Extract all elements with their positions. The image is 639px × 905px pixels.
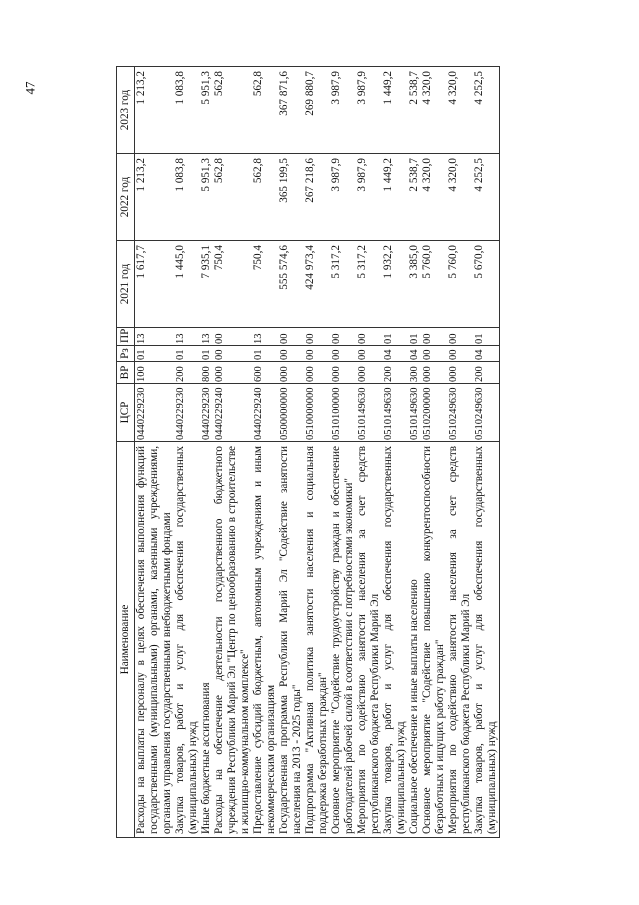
row-vr: 200 <box>382 362 408 384</box>
row-name: Подпрограмма "Активная политика занятости населения и социальная поддержка безработных граждан" <box>304 442 330 838</box>
row-2022: 4 320,0 <box>421 154 447 241</box>
row-pr: 13 <box>252 328 278 346</box>
row-rz: 01 <box>174 346 200 362</box>
row-csr: 0510249630 <box>447 384 473 442</box>
row-name: Предоставление субсидий бюджетным, автономным учреждениям и иным некоммерческим организациям <box>252 442 278 838</box>
row-rz: 00 <box>421 346 447 362</box>
row-2022: 2 538,7 <box>408 154 421 241</box>
row-name: Основное мероприятие "Содействие повышению конкурентоспособности безработных и ищущих работу граждан" <box>421 442 447 838</box>
row-name: Основное мероприятие "Содействие трудоустройству граждан и обеспечение работодателей рабочей силой в соответствии с потребностями экономики" <box>330 442 356 838</box>
header-pr: ПР <box>117 328 135 346</box>
row-2021: 424 973,4 <box>304 241 330 328</box>
row-vr: 800 <box>200 362 213 384</box>
row-pr: 01 <box>382 328 408 346</box>
row-csr: 0510200000 <box>421 384 447 442</box>
row-2023: 269 880,7 <box>304 67 330 154</box>
row-2021: 3 385,0 <box>408 241 421 328</box>
row-2021: 5 317,2 <box>330 241 356 328</box>
row-2023: 562,8 <box>252 67 278 154</box>
row-name: Расходы на обеспечение деятельности государственного бюджетного учреждения Республики Марий Эл "Центр по ценообразованию в строительстве и жилищно-коммунальном комплексе" <box>213 442 252 838</box>
row-csr: 0500000000 <box>278 384 304 442</box>
row-rz: 04 <box>382 346 408 362</box>
row-csr: 0510100000 <box>330 384 356 442</box>
table-row <box>408 67 421 838</box>
row-pr: 00 <box>447 328 473 346</box>
row-rz: 00 <box>213 346 252 362</box>
row-csr: 0440229230 <box>135 384 175 442</box>
row-2022: 4 252,5 <box>473 154 500 241</box>
row-2023: 1 213,2 <box>135 67 175 154</box>
row-2021: 1 932,2 <box>382 241 408 328</box>
row-rz: 01 <box>200 346 213 362</box>
row-2023: 1 083,8 <box>174 67 200 154</box>
row-vr: 000 <box>213 362 252 384</box>
row-2021: 5 670,0 <box>473 241 500 328</box>
header-2022: 2022 год <box>117 154 135 241</box>
table-row <box>330 67 356 838</box>
table-row <box>304 67 330 838</box>
row-2022: 1 449,2 <box>382 154 408 241</box>
row-vr: 000 <box>278 362 304 384</box>
row-rz: 01 <box>252 346 278 362</box>
row-2022: 365 199,5 <box>278 154 304 241</box>
row-name: Мероприятия по содействию занятости населения за счет средств республиканского бюджета Республики Марий Эл <box>356 442 382 838</box>
row-vr: 600 <box>252 362 278 384</box>
row-name: Иные бюджетные ассигнования <box>200 442 213 838</box>
row-2023: 562,8 <box>213 67 252 154</box>
table-row <box>421 67 447 838</box>
row-name: Закупка товаров, работ и услуг для обеспечения государственных (муниципальных) нужд <box>174 442 200 838</box>
row-2021: 555 574,6 <box>278 241 304 328</box>
row-2023: 4 252,5 <box>473 67 500 154</box>
table-row <box>278 67 304 838</box>
row-2023: 4 320,0 <box>421 67 447 154</box>
row-csr: 0510149630 <box>356 384 382 442</box>
row-2023: 1 449,2 <box>382 67 408 154</box>
table-row <box>213 67 252 838</box>
table-row <box>473 67 500 838</box>
table-row <box>252 67 278 838</box>
row-name: Закупка товаров, работ и услуг для обеспечения государственных (муниципальных) нужд <box>382 442 408 838</box>
row-pr: 01 <box>408 328 421 346</box>
row-2022: 562,8 <box>252 154 278 241</box>
budget-table-page <box>116 66 528 838</box>
row-2022: 1 213,2 <box>135 154 175 241</box>
row-vr: 200 <box>174 362 200 384</box>
row-rz: 00 <box>447 346 473 362</box>
header-name: Наименование <box>117 442 135 838</box>
row-csr: 0440229240 <box>213 384 252 442</box>
row-rz: 00 <box>356 346 382 362</box>
row-2023: 3 987,9 <box>330 67 356 154</box>
row-pr: 00 <box>213 328 252 346</box>
header-2021: 2021 год <box>117 241 135 328</box>
row-rz: 01 <box>135 346 175 362</box>
row-rz: 00 <box>304 346 330 362</box>
row-csr: 0440229230 <box>200 384 213 442</box>
table-row <box>356 67 382 838</box>
row-2021: 1 617,7 <box>135 241 175 328</box>
row-pr: 13 <box>174 328 200 346</box>
row-2021: 750,4 <box>213 241 252 328</box>
row-2021: 7 935,1 <box>200 241 213 328</box>
budget-table <box>116 66 500 838</box>
header-csr: ЦСР <box>117 384 135 442</box>
row-2022: 267 218,6 <box>304 154 330 241</box>
page-number: 47 <box>22 81 38 95</box>
header-vr: ВР <box>117 362 135 384</box>
row-rz: 00 <box>278 346 304 362</box>
row-pr: 00 <box>330 328 356 346</box>
row-2022: 5 951,3 <box>200 154 213 241</box>
row-2022: 4 320,0 <box>447 154 473 241</box>
row-vr: 300 <box>408 362 421 384</box>
row-pr: 13 <box>135 328 175 346</box>
row-2022: 1 083,8 <box>174 154 200 241</box>
row-2022: 562,8 <box>213 154 252 241</box>
row-pr: 00 <box>304 328 330 346</box>
row-2022: 3 987,9 <box>330 154 356 241</box>
row-vr: 000 <box>421 362 447 384</box>
row-vr: 000 <box>356 362 382 384</box>
row-rz: 04 <box>473 346 500 362</box>
row-rz: 04 <box>408 346 421 362</box>
row-csr: 0440229240 <box>252 384 278 442</box>
header-rz: Рз <box>117 346 135 362</box>
header-2023: 2023 год <box>117 67 135 154</box>
table-row <box>447 67 473 838</box>
row-2021: 5 317,2 <box>356 241 382 328</box>
row-2023: 5 951,3 <box>200 67 213 154</box>
table-row <box>382 67 408 838</box>
table-row <box>174 67 200 838</box>
row-2023: 367 871,6 <box>278 67 304 154</box>
row-name: Расходы на выплаты персоналу в целях обеспечения выполнения функций государственными (муниципальными) органами, казенными учреждениями, органами управления государственными внебюджетными фондами <box>135 442 175 838</box>
table-row <box>200 67 213 838</box>
row-name: Социальное обеспечение и иные выплаты населению <box>408 442 421 838</box>
row-pr: 00 <box>356 328 382 346</box>
row-2023: 3 987,9 <box>356 67 382 154</box>
row-csr: 0510249630 <box>473 384 500 442</box>
row-name: Государственная программа Республики Марий Эл "Содействие занятости населения на 2013 - 2025 годы" <box>278 442 304 838</box>
row-pr: 01 <box>473 328 500 346</box>
row-csr: 0510000000 <box>304 384 330 442</box>
row-2023: 4 320,0 <box>447 67 473 154</box>
row-pr: 00 <box>278 328 304 346</box>
table-header-row <box>117 67 135 838</box>
row-vr: 100 <box>135 362 175 384</box>
row-csr: 0440229230 <box>174 384 200 442</box>
row-vr: 000 <box>330 362 356 384</box>
row-2023: 2 538,7 <box>408 67 421 154</box>
row-2021: 1 445,0 <box>174 241 200 328</box>
row-pr: 13 <box>200 328 213 346</box>
row-vr: 200 <box>473 362 500 384</box>
row-2021: 5 760,0 <box>421 241 447 328</box>
row-vr: 000 <box>304 362 330 384</box>
row-pr: 00 <box>421 328 447 346</box>
row-2021: 5 760,0 <box>447 241 473 328</box>
row-2021: 750,4 <box>252 241 278 328</box>
row-name: Закупка товаров, работ и услуг для обеспечения государственных (муниципальных) нужд <box>473 442 500 838</box>
row-csr: 0510149630 <box>408 384 421 442</box>
row-rz: 00 <box>330 346 356 362</box>
row-name: Мероприятия по содействию занятости населения за счет средств республиканского бюджета Республики Марий Эл <box>447 442 473 838</box>
row-csr: 0510149630 <box>382 384 408 442</box>
row-vr: 000 <box>447 362 473 384</box>
row-2022: 3 987,9 <box>356 154 382 241</box>
table-row <box>135 67 175 838</box>
